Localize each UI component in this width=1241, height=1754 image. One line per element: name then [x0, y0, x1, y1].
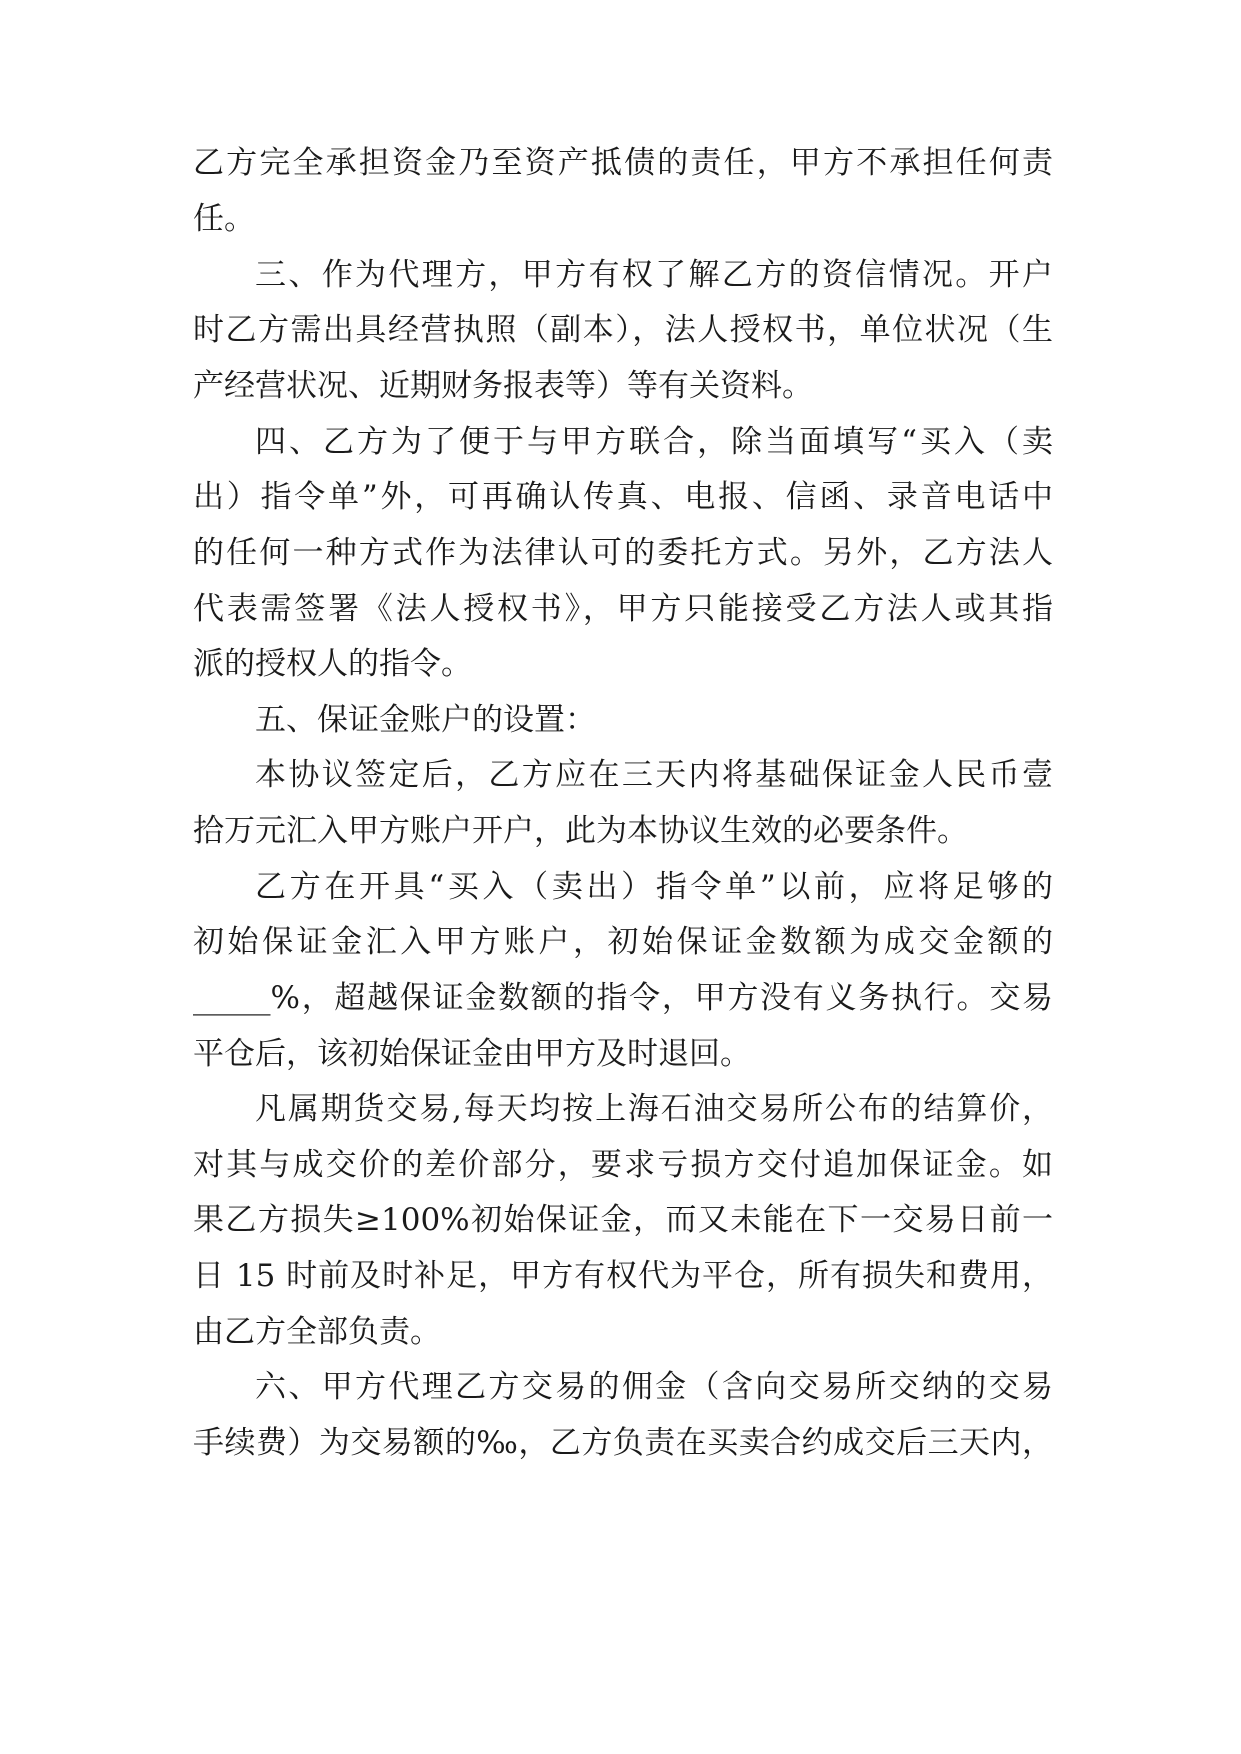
paragraph-line: 对其与成交价的差价部分，要求亏损方交付追加保证金。如 — [193, 1147, 1053, 1183]
paragraph-line: 拾万元汇入甲方账户开户，此为本协议生效的必要条件。 — [193, 813, 968, 849]
section-three-heading-line: 三、作为代理方，甲方有权了解乙方的资信情况。开户 — [255, 257, 1053, 293]
paragraph-line: 果乙方损失≥100%初始保证金，而又未能在下一交易日前一 — [193, 1202, 1053, 1238]
paragraph-line: 平仓后，该初始保证金由甲方及时退回。 — [193, 1036, 751, 1072]
paragraph-line: 出）指令单”外，可再确认传真、电报、信函、录音电话中 — [193, 479, 1053, 515]
paragraph-line: 派的授权人的指令。 — [193, 646, 472, 682]
paragraph-line: _____%，超越保证金数额的指令，甲方没有义务执行。交易 — [193, 980, 1053, 1016]
paragraph-line: 任。 — [193, 201, 255, 237]
paragraph-line: 手续费）为交易额的‰，乙方负责在买卖合约成交后三天内， — [193, 1425, 1053, 1461]
paragraph-line: 时乙方需出具经营执照（副本），法人授权书，单位状况（生 — [193, 312, 1053, 348]
paragraph-line: 初始保证金汇入甲方账户，初始保证金数额为成交金额的 — [193, 924, 1053, 960]
paragraph-line: 乙方在开具“买入（卖出）指令单”以前，应将足够的 — [255, 869, 1053, 905]
paragraph-line: 代表需签署《法人授权书》，甲方只能接受乙方法人或其指 — [193, 591, 1053, 627]
paragraph-line: 凡属期货交易,每天均按上海石油交易所公布的结算价， — [255, 1091, 1053, 1127]
section-five-heading: 五、保证金账户的设置： — [255, 702, 596, 738]
section-six-heading-line: 六、甲方代理乙方交易的佣金（含向交易所交纳的交易 — [255, 1369, 1053, 1405]
paragraph-line: 乙方完全承担资金乃至资产抵债的责任，甲方不承担任何责 — [193, 145, 1053, 181]
paragraph-line: 产经营状况、近期财务报表等）等有关资料。 — [193, 368, 813, 404]
section-four-heading-line: 四、乙方为了便于与甲方联合，除当面填写“买入（卖 — [255, 424, 1053, 460]
paragraph-line: 日 15 时前及时补足，甲方有权代为平仓，所有损失和费用， — [193, 1258, 1053, 1294]
paragraph-line: 的任何一种方式作为法律认可的委托方式。另外，乙方法人 — [193, 535, 1053, 571]
paragraph-line: 由乙方全部负责。 — [193, 1314, 441, 1350]
paragraph-line: 本协议签定后，乙方应在三天内将基础保证金人民币壹 — [255, 757, 1053, 793]
